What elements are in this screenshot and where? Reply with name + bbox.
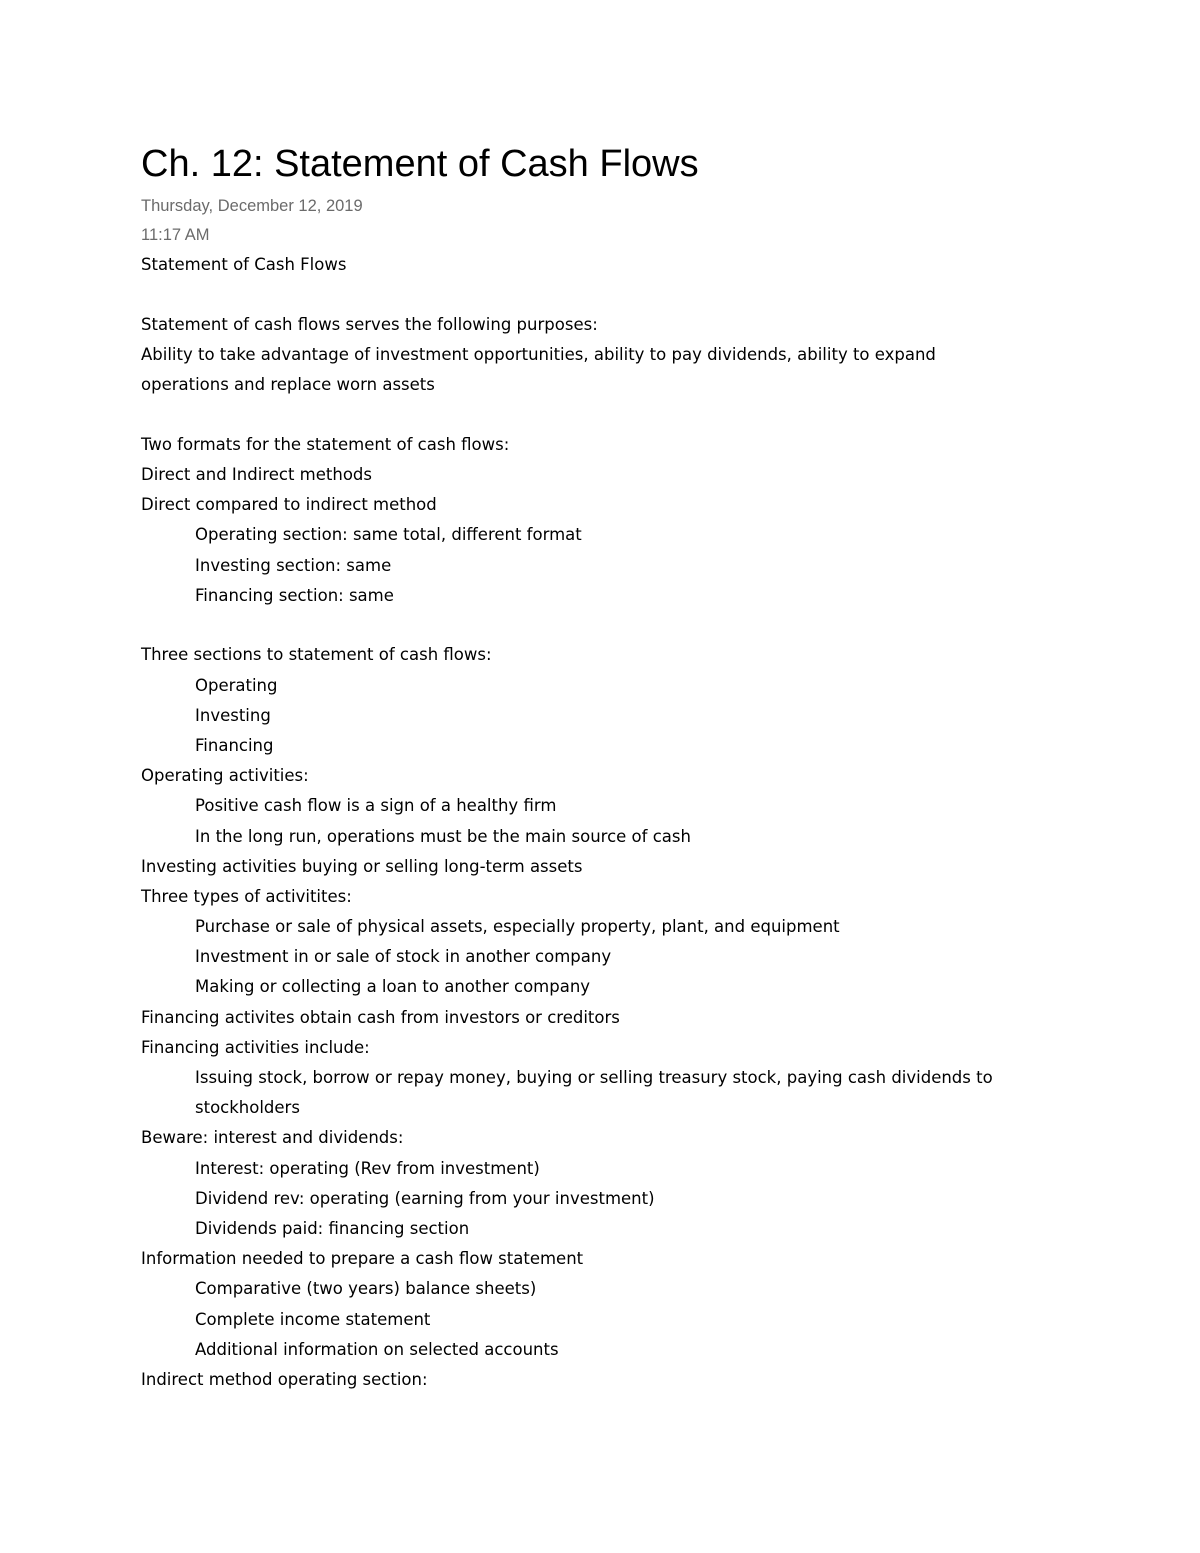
text-line: stockholders	[195, 1098, 300, 1118]
blank-line	[141, 611, 1141, 641]
text-line: Indirect method operating section:	[141, 1369, 428, 1389]
note-date: Thursday, December 12, 2019	[141, 197, 363, 215]
text-line: Additional information on selected accounts	[195, 1339, 559, 1359]
text-line: Operating	[195, 675, 278, 695]
text-line: Comparative (two years) balance sheets)	[195, 1279, 537, 1299]
text-line: operations and replace worn assets	[141, 375, 435, 395]
text-line: Investment in or sale of stock in another company	[195, 947, 612, 967]
text-line: Statement of cash flows serves the following purposes:	[141, 314, 598, 334]
text-line: Dividends paid: financing section	[195, 1218, 470, 1238]
text-line: Dividend rev: operating (earning from your investment)	[195, 1188, 655, 1208]
text-line: Financing	[195, 735, 274, 755]
blank-line	[141, 280, 1141, 310]
text-line: Three sections to statement of cash flows:	[141, 645, 492, 665]
text-line: Issuing stock, borrow or repay money, buying or selling treasury stock, paying cash dividends to	[195, 1068, 993, 1087]
text-line: Financing section: same	[195, 585, 394, 605]
page-title: Ch. 12: Statement of Cash Flows	[141, 143, 699, 185]
text-line: Making or collecting a loan to another company	[195, 977, 591, 997]
text-line: Ability to take advantage of investment opportunities, ability to pay dividends, ability to expand	[141, 344, 936, 364]
text-line: Financing activities include:	[141, 1037, 370, 1057]
text-line: Investing section: same	[195, 555, 392, 575]
text-line: Financing activites obtain cash from investors or creditors	[141, 1007, 620, 1027]
text-line: Operating activities:	[141, 766, 309, 786]
text-line: Interest: operating (Rev from investment)	[195, 1158, 540, 1178]
text-line: Positive cash flow is a sign of a healthy firm	[195, 796, 557, 816]
text-line: Information needed to prepare a cash flow statement	[141, 1249, 584, 1269]
text-line: Purchase or sale of physical assets, especially property, plant, and equipment	[195, 917, 840, 937]
text-line: Direct and Indirect methods	[141, 464, 372, 484]
text-line: Beware: interest and dividends:	[141, 1128, 404, 1148]
text-line: In the long run, operations must be the main source of cash	[195, 826, 691, 846]
note-time: 11:17 AM	[141, 226, 210, 244]
note-body	[141, 250, 1141, 1395]
text-line: Complete income statement	[195, 1309, 431, 1329]
text-line: Three types of activitites:	[141, 886, 352, 906]
text-line: Direct compared to indirect method	[141, 495, 437, 515]
text-line: Statement of Cash Flows	[141, 255, 347, 274]
text-line: Operating section: same total, different format	[195, 525, 582, 545]
text-line: Investing	[195, 705, 271, 725]
text-line: Two formats for the statement of cash flows:	[141, 434, 510, 454]
text-line: Investing activities buying or selling long-term assets	[141, 856, 583, 876]
blank-line	[141, 400, 1141, 430]
